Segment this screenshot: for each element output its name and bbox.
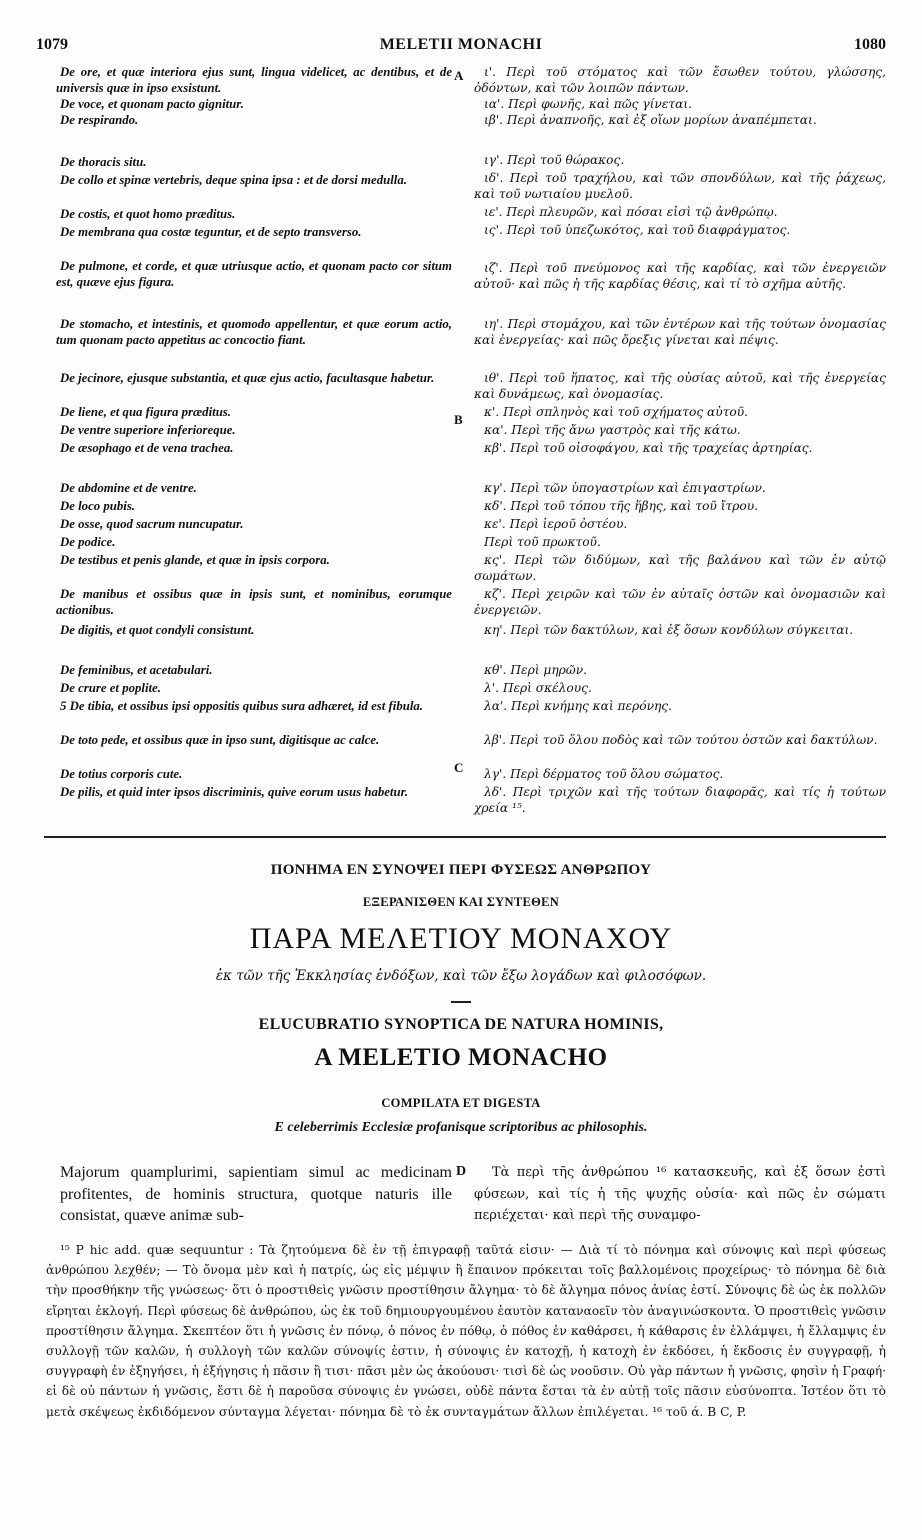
latin-author: A MELETIO MONACHO (314, 1044, 608, 1071)
greek-entry: κγ'. Περὶ τῶν ὑπογαστρίων καὶ ἐπιγαστρίων. (484, 481, 766, 495)
latin-entry: De ore, et quæ interiora ejus sunt, lingua videlicet, ac dentibus, et de universis quæ in ipso exsistunt. (56, 65, 452, 96)
latin-entry: De jecinore, ejusque substantia, et quæ ejus actio, facultasque habetur. (60, 371, 435, 385)
greek-entry: ιη'. Περὶ στομάχου, καὶ τῶν ἐντέρων καὶ τῆς τούτων ὀνομασίας καὶ ἐνεργείας· καὶ πῶς ὄρεξις γίνεται καὶ πέψις. (474, 317, 886, 348)
latin-entry: De respirando. (60, 113, 139, 127)
greek-entry: κη'. Περὶ τῶν δακτύλων, καὶ ἐξ ὅσων κονδύλων σύγκειται. (484, 623, 854, 637)
greek-entry: ιε'. Περὶ πλευρῶν, καὶ πόσαι εἰσὶ τῷ ἀνθρώπῳ. (484, 205, 778, 219)
title-dash (451, 1001, 471, 1003)
greek-entry: λβ'. Περὶ τοῦ ὅλου ποδὸς καὶ τῶν τούτου ὀστῶν καὶ δακτύλων. (484, 733, 878, 747)
page-number-right: 1080 (854, 36, 886, 53)
latin-entry: De crure et poplite. (60, 681, 161, 695)
margin-marker-a: A (454, 68, 464, 83)
latin-entry: De abdomine et de ventre. (60, 481, 197, 495)
greek-entry: λ'. Περὶ σκέλους. (484, 681, 592, 695)
latin-entry: De totius corporis cute. (60, 767, 183, 781)
latin-title: ELUCUBRATIO SYNOPTICA DE NATURA HOMINIS, (258, 1016, 664, 1033)
latin-entry: De ventre superiore inferioreque. (60, 423, 236, 437)
greek-entry: κζ'. Περὶ χειρῶν καὶ τῶν ἐν αὐταῖς ὀστῶν καὶ ὀνομασιῶν καὶ ἐνεργειῶν. (474, 587, 886, 618)
latin-entry: De membrana qua costæ teguntur, et de septo transverso. (60, 225, 362, 239)
greek-entry: κ'. Περὶ σπληνὸς καὶ τοῦ σχήματος αὐτοῦ. (484, 405, 749, 419)
latin-entry: De podice. (60, 535, 116, 549)
greek-entry: Περὶ τοῦ πρωκτοῦ. (484, 535, 601, 549)
latin-entry: De stomacho, et intestinis, et quomodo appellentur, et quæ eorum actio, tum quonam pacto appetitus ac concoctio fiant. (56, 317, 452, 348)
greek-entry: ι'. Περὶ τοῦ στόματος καὶ τῶν ἔσωθεν τούτου, γλώσσης, ὀδόντων, καὶ τῶν λοιπῶν πάντων. (474, 65, 886, 96)
margin-marker-b: B (454, 412, 463, 427)
greek-entry: κε'. Περὶ ἱεροῦ ὀστέου. (484, 517, 628, 531)
greek-subtitle: ΕΞΕΡΑΝΙΣΘΕΝ ΚΑΙ ΣΥΝΤΕΘΕΝ (362, 895, 560, 909)
greek-body-text: Τὰ περὶ τῆς ἀνθρώπου ¹⁶ κατασκευῆς, καὶ ἐξ ὅσων ἐστὶ φύσεων, καὶ τίς ἡ τῆς ψυχῆς οὐσία· καὶ πῶς ἐν σώματι περιέχεται· καὶ περὶ τῆς συναμφο- (474, 1165, 886, 1223)
greek-entry: κδ'. Περὶ τοῦ τόπου τῆς ἥβης, καὶ τοῦ ἴτρου. (484, 499, 758, 513)
latin-entry: De testibus et penis glande, et quæ in ipsis corpora. (60, 553, 330, 567)
latin-entry: De pilis, et quid inter ipsos discriminis, quive eorum usus habetur. (60, 785, 409, 799)
section-divider (44, 836, 886, 838)
latin-source: E celeberrimis Ecclesiæ profanisque scriptoribus ac philosophis. (274, 1120, 648, 1135)
greek-entry: κα'. Περὶ τῆς ἄνω γαστρὸς καὶ τῆς κάτω. (484, 423, 741, 437)
latin-entry: De collo et spinæ vertebris, deque spina ipsa : et de dorsi medulla. (60, 173, 407, 187)
latin-entry: De pulmone, et corde, et quæ utriusque actio, et quonam pacto cor situm est, quæve ejus figura. (56, 259, 452, 290)
latin-entry: De feminibus, et acetabulari. (60, 663, 213, 677)
latin-entry: De toto pede, et ossibus quæ in ipso sunt, digitisque ac calce. (60, 733, 380, 747)
latin-body-text: Majorum quamplurimi, sapientiam simul ac medicinam profitentes, de hominis structura, quotque naturis ille consistat, quæve animæ sub- (60, 1164, 452, 1224)
greek-entry: κθ'. Περὶ μηρῶν. (484, 663, 588, 677)
greek-entry: λδ'. Περὶ τριχῶν καὶ τῆς τούτων διαφορᾶς, καὶ τίς ἡ τούτων χρεία ¹⁵. (474, 785, 886, 816)
greek-title: ΠΟΝΗΜΑ ΕΝ ΣΥΝΟΨΕΙ ΠΕΡΙ ΦΥΣΕΩΣ ΑΝΘΡΩΠΟΥ (270, 862, 652, 878)
latin-entry: De thoracis situ. (60, 155, 147, 169)
greek-author: ΠΑΡΑ ΜΕΛΕΤΙΟΥ ΜΟΝΑΧΟΥ (249, 922, 673, 955)
greek-source: ἐκ τῶν τῆς Ἐκκλησίας ἐνδόξων, καὶ τῶν ἔξω λογάδων καὶ φιλοσόφων. (215, 968, 707, 984)
greek-entry: ιγ'. Περὶ τοῦ θώρακος. (484, 153, 625, 167)
greek-entry: ις'. Περὶ τοῦ ὑπεζωκότος, καὶ τοῦ διαφράγματος. (484, 223, 791, 237)
latin-entry: De osse, quod sacrum nuncupatur. (60, 517, 244, 531)
greek-entry: ιδ'. Περὶ τοῦ τραχήλου, καὶ τῶν σπονδύλων, καὶ τῆς ῥάχεως, καὶ τοῦ νωτιαίου μυελοῦ. (474, 171, 886, 202)
greek-entry: ια'. Περὶ φωνῆς, καὶ πῶς γίνεται. (484, 97, 693, 111)
latin-subtitle: COMPILATA ET DIGESTA (381, 1096, 541, 1110)
greek-entry: λγ'. Περὶ δέρματος τοῦ ὅλου σώματος. (484, 767, 724, 781)
footnote: ¹⁵ P hic add. quæ sequuntur : Τὰ ζητούμενα δὲ ἐν τῇ ἐπιγραφῇ ταῦτά εἰσιν· — Διὰ τί τὸ πόνημα καὶ σύνοψις καὶ περὶ φύσεως ἀνθρώπου λεχθέν; — Τὸ ὄνομα μὲν καὶ ἡ πατρίς, ὡς εἰς μέμψιν ἢ ἔπαινον πρόκειται τοῖς βαλλομένοις προχείρως· τὸ πόνημα δὲ διὰ τὴν προσθήκην τῆς γνώσεως· ὅτι ὁ προστιθεὶς γνῶσιν προστίθησιν ἄλγημα· τὸ δὲ ἄλγημα πόνος ἀνίας ἐστί. Σύνοψις δὲ ὡς ἐκ πολλῶν εἴρηται ἐκλογή. Περὶ φύσεως δὲ ἀνθρώπου, ὡς ἐκ τοῦ δημιουργουμένου ἑαυτὸν καταναοεῖν τὸν ἀναγινώσκοντα. Ὁ προστιθεὶς γνῶσιν προστίθησιν ἄλγημα. Σκεπτέον ὅτι ἡ γνῶσις ἐν πόνῳ, ὁ πόνος ἐν πόθῳ, ὁ πόθος ἐν καθάρσει, ἡ κάθαρσις ἐν ἐλλάμψει, ἡ ἔλλαμψις ἐν συλλογῇ τῶν καλῶν, ἡ συλλογὴ τῶν καλῶν σύνοψίς ἐστιν, ἡ σύνοψις ἐν κατοχῇ, ἡ κατοχὴ ἐν ἐκδόσει, ἡ ἔκδοσις ἐν συγγραφῇ, ἡ συγγραφὴ ἐν ἐξηγήσει, ἡ ἐξήγησις ἡ πᾶσιν ἢ τισι· πᾶσι μὲν ὡς ἀκούουσι· τισὶ δὲ ὡς νοοῦσιν. Οὐ γὰρ πάντων ἡ γνῶσις, φησὶν ἡ Γραφή· εἰ δὲ οὐ πάντων ἡ γνῶσις, ἔστι δὲ ἡ παροῦσα σύνοψις ἐν γνώσει, οὐδὲ πάντα ἔσται τὰ ἐν αὐτῇ τοῖς πᾶσιν εὐσύνοπτα. Ἰστέον ὅτι τὸ μετὰ σκέψεως ἐκδιδόμενον σύνταγμα λέγεται· πόνημα δὲ τὸ ἐκ συνταγμάτων ἄλλων ἐπιλέγεται. ¹⁶ τοῦ ά. B C, P. (46, 1243, 886, 1419)
greek-entry: ιθ'. Περὶ τοῦ ἥπατος, καὶ τῆς οὐσίας αὐτοῦ, καὶ τῆς ἐνεργείας καὶ δυνάμεως, καὶ ὀνομασίας. (474, 371, 886, 402)
greek-entry: κβ'. Περὶ τοῦ οἰσοφάγου, καὶ τῆς τραχείας ἀρτηρίας. (484, 441, 813, 455)
latin-entry: De costis, et quot homo præditus. (60, 207, 236, 221)
latin-entry: De manibus et ossibus quæ in ipsis sunt, et nominibus, eorumque actionibus. (56, 587, 452, 618)
page-number-left: 1079 (36, 36, 68, 53)
latin-entry: De æsophago et de vena trachea. (60, 441, 234, 455)
running-title: MELETII MONACHI (379, 36, 543, 53)
running-header (36, 36, 886, 56)
table-of-contents (56, 64, 886, 834)
margin-marker-d: D (456, 1164, 467, 1179)
latin-entry: De loco pubis. (60, 499, 136, 513)
greek-entry: ιζ'. Περὶ τοῦ πνεύμονος καὶ τῆς καρδίας, καὶ τῶν ἐνεργειῶν αὐτοῦ· καὶ πῶς ἡ τῆς καρδίας θέσις, καὶ τί τὸ σχῆμα αὐτῆς. (474, 261, 886, 292)
latin-entry: 5 De tibia, et ossibus ipsi oppositis quibus sura adhæret, id est fibula. (60, 699, 423, 713)
margin-marker-c: C (454, 760, 464, 775)
latin-entry: De liene, et qua figura præditus. (60, 405, 231, 419)
latin-entry: De voce, et quonam pacto gignitur. (60, 97, 244, 111)
greek-entry: κς'. Περὶ τῶν διδύμων, καὶ τῆς βαλάνου καὶ τῶν ἐν αὐτῷ σωμάτων. (474, 553, 886, 584)
latin-entry: De digitis, et quot condyli consistunt. (60, 623, 255, 637)
greek-entry: ιβ'. Περὶ ἀναπνοῆς, καὶ ἐξ οἵων μορίων ἀναπέμπεται. (484, 113, 817, 127)
greek-entry: λα'. Περὶ κνήμης καὶ περόνης. (484, 699, 673, 713)
